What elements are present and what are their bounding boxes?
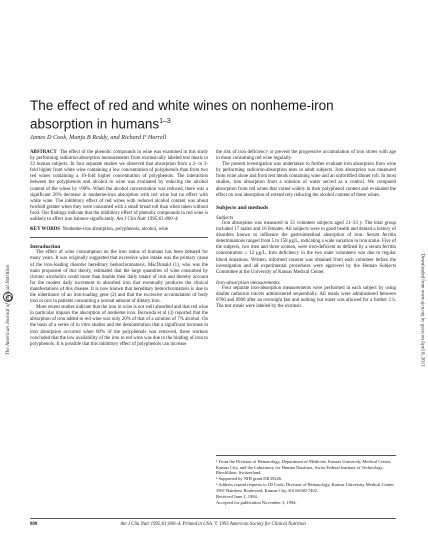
- subjects-paragraph: Iron absorption was measured in 33 volunteer subjects aged 21–33 y. The total group included 17 males and 16 females. All subjects were in good health and denied a history of disorders known to influence the gastrointestinal absorption of iron. Serum ferritin determinations ranged from 5 to 158 μg/L, indicating a wide variation in iron status. Five of the subjects, two men and three women, were iron-deficient as defined by a serum ferritin concentration ≤ 12 μg/L. Iron deficiency in the two male volunteers was due to regular blood donations. Written, informed consent was obtained from each volunteer before the investigation and all experimental procedures were approved by the Human Subjects Committee at the University of Kansas Medical Center.: [216, 220, 396, 275]
- journal-sidebar: [2, 190, 14, 430]
- keywords-paragraph: [30, 227, 208, 233]
- abstract-text: The effect of the phenolic compounds in wine was examined in this study by performing radioiron-absorption measurements from extrinsically labeled test meals in 33 human subjects. In four separate studies we observed that absorption from a 2- to 3-fold higher from white wine containing a low concentration of polyphenols than from two red wines containing a 10-fold higher concentration of polyphenols. The interaction between the polyphenols and alcohol in wine was evaluated by reducing the alcohol content of the wines by ≈90%. When the alcohol concentration was reduced, there was a significant 20% decrease in nonheme-iron absorption with red wine but no effect with white wine. The inhibitory effect of red wines with reduced alcohol content was about twofold greater when they were consumed with a small bread roll than when taken without food. Our findings indicate that the inhibitory effect of phenolic compounds in red wine is unlikely to affect iron balance significantly.: [30, 150, 208, 223]
- right-paragraph-1: the risk of iron deficiency or prevent the progressive accumulation of iron stores with age in those consuming red wine regularly.: [216, 150, 396, 162]
- article-authors: James D Cook, Manju B Reddy, and Richard F Hurrell: [30, 134, 167, 141]
- right-paragraph-2: The present investigation was undertaken to further evaluate iron absorption from wine by performing radioiron-absorption tests in adult subjects. Iron absorption was measured from wine alone and from test meals containing wine and an unfortified dinner roll. In most studies, iron absorption from a solution of water served as a control. We compared absorption from red wines that varied widely in their polyphenol content and evaluated the effect on iron absorption of extensively reducing the alcohol content of these wines.: [216, 162, 396, 198]
- page-footer: [30, 518, 396, 527]
- intro-paragraph-1: The effect of wine consumption on the iron status of humans has been debated for many years. It was originally suggested that excessive wine intake was the primary cause of the iron-loading disorder hereditary hemochromatosis. MacDonald (1), who was the main proponent of this theory, estimated that the large quantities of wine consumed by chronic alcoholics could more than double their daily intake of iron and thereby account for the modest daily increment in absorbed iron that eventually produces the clinical manifestations of this disease. It is now known that hereditary hemochromatosis is due to the inheritance of an iron-loading gene (2) and that the excessive accumulation of body iron occurs in patients consuming a normal amount of dietary iron.: [30, 250, 208, 305]
- keywords-label: KEY WORDS: [30, 227, 61, 233]
- footer-citation: Am J Clin Nutr 1995;61:800–4. Printed in USA. © 1995 American Society for Clinical Nutrition: [120, 522, 306, 527]
- subjects-subheading: Subjects: [216, 214, 234, 221]
- download-watermark-text: Downloaded from www.ajcn.org by guest on April 8, 2013: [419, 253, 425, 367]
- journal-sidebar-text: The American Journal of Clinical Nutrition: [5, 264, 11, 356]
- article-title: The effect of red and white wines on nonheme-iron absorption in humans$^{1-3}$: [30, 98, 334, 132]
- keywords-text: Nonheme-iron absorption, polyphenols, alcohol, wine: [62, 227, 169, 233]
- intro-paragraph-2: More recent studies indicate that the iron in wine is not well absorbed and that red wine in particular impairs the absorption of nonheme iron. Bezwoda et al (3) reported that the absorption of iron added to red wine was only 20% of that of a solution of 7% alcohol. On the basis of a series of in vitro studies and the demonstration that a significant increase in iron absorption occurred when 80% of the polyphenols was removed, these workers concluded that the low availability of the iron in red wine was due to the binding of iron to polyphenols. It is possible that this inhibitory effect of polyphenols can increase: [30, 305, 208, 347]
- left-column: [30, 150, 208, 348]
- footnote: ² Supported by NIH grant DK39246.: [216, 476, 283, 482]
- footnote: Received June 2, 1994.: [216, 494, 258, 500]
- footnote: Accepted for publication November 3, 1994.: [216, 500, 297, 506]
- abstract-label: ABSTRACT: [30, 150, 57, 155]
- abstract-paragraph: [30, 150, 208, 223]
- absorption-subheading: Iron-absorption measurements: [216, 279, 280, 286]
- abstract-divider: [30, 237, 208, 238]
- footnote: ¹ From the Division of Hematology, Department of Medicine, Kansas University Medical Center, Kansas City, and the Laboratory for Human Nutrition, Swiss Federal Institute of Technology, Rüschlikon, Switzerland.: [216, 459, 392, 476]
- abstract-citation: Am J Clin Nutr 1995;61:800–4.: [116, 217, 179, 223]
- footnotes: [216, 455, 396, 506]
- methods-heading: Subjects and methods: [216, 204, 269, 211]
- right-column: [216, 150, 396, 310]
- page-number: 800: [30, 522, 38, 527]
- title-footnote-marker: 1–3: [159, 118, 171, 125]
- absorption-paragraph: Four separate iron-absorption measurements were performed in each subject by using double radioiron tracers administered sequentially. All meals were administered between 0700 and 0900 after an overnight fast and nothing but water was allowed for a further 3 h. The test meals were labeled by the extrinsic: [216, 285, 396, 310]
- intro-heading: Introduction: [30, 244, 61, 251]
- footnote: ³ Address reprint requests to JD Cook, Division of Hematology, Kansas University Medical Center, 3901 Rainbow Boulevard, Kansas City, KS 66160-7402.: [216, 482, 395, 493]
- journal-seal-icon: [3, 292, 13, 302]
- download-watermark: [416, 160, 428, 460]
